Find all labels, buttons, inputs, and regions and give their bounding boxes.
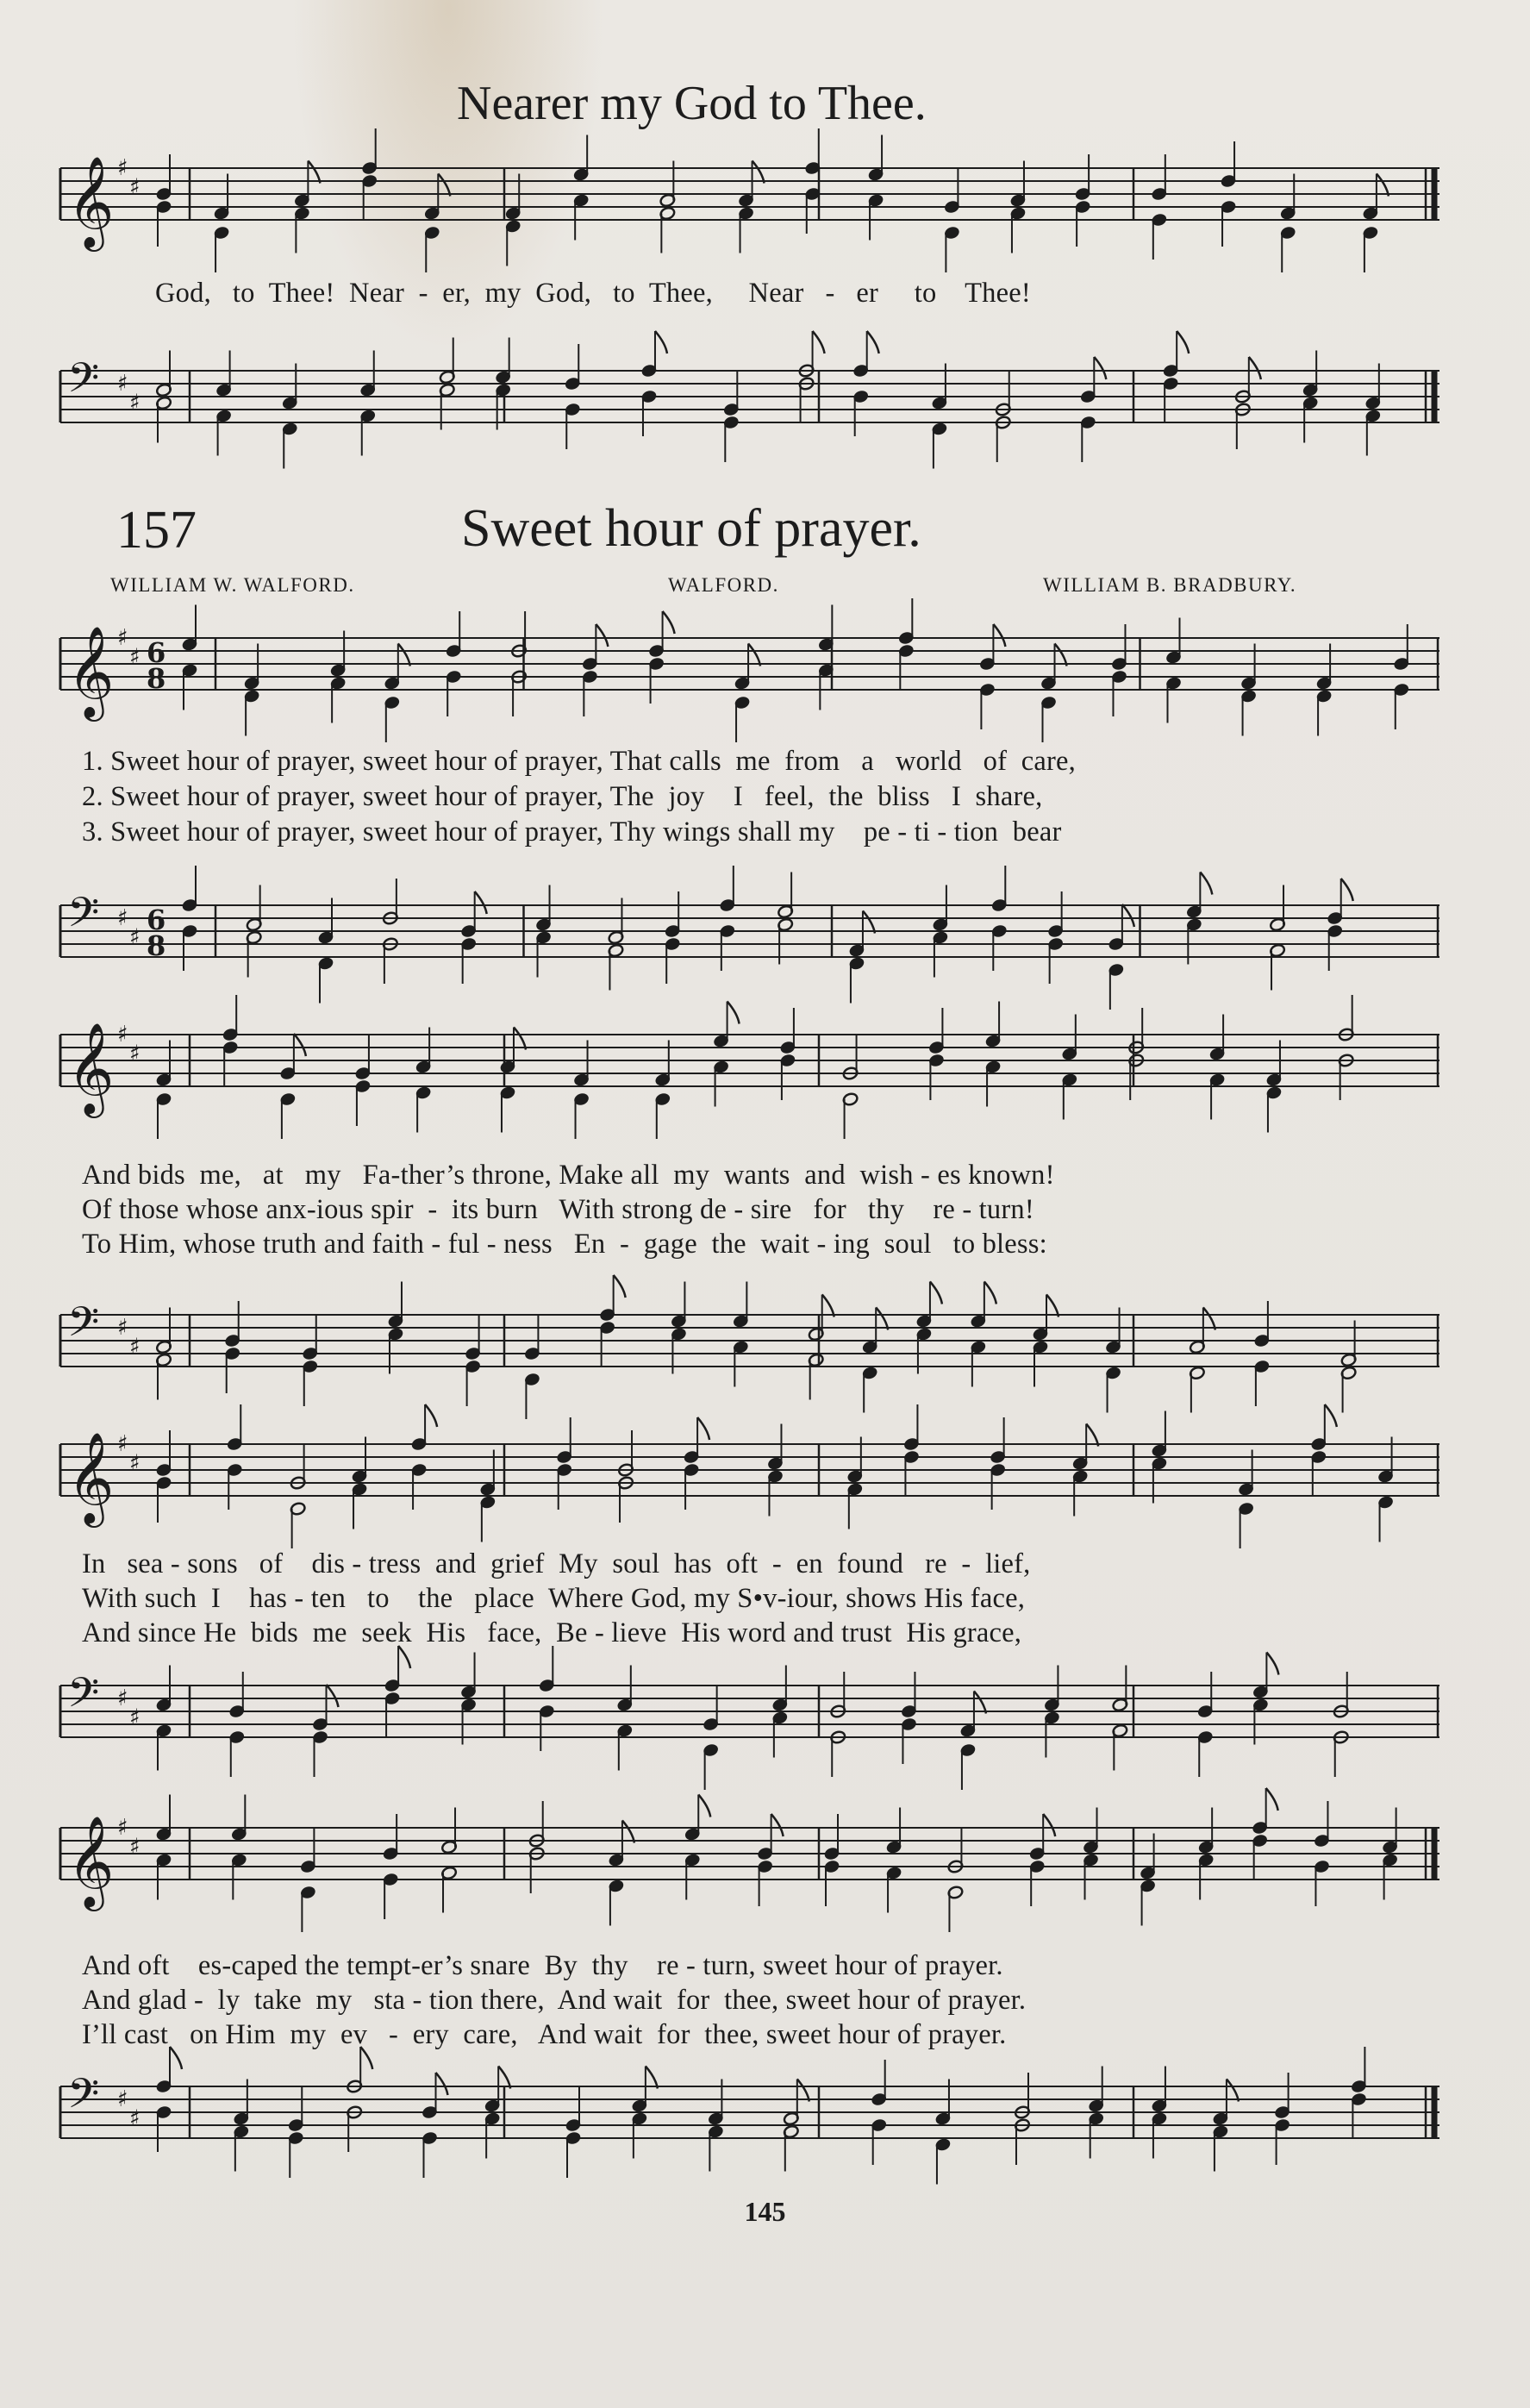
page-number: 145 [744, 2196, 786, 2227]
time-signature-bottom: 8 [147, 929, 166, 962]
treble-clef-icon: 𝄞 [67, 1815, 115, 1907]
sharp-icon: ♯ [117, 625, 128, 651]
treble-clef-icon: 𝄞 [67, 1431, 115, 1523]
sharp-icon: ♯ [117, 1315, 128, 1341]
sharp-icon: ♯ [117, 1815, 128, 1841]
sharp-icon: ♯ [117, 155, 128, 181]
sharp-icon: ♯ [117, 2086, 128, 2112]
treble-staff [60, 147, 1439, 267]
sharp-icon: ♯ [117, 371, 128, 397]
sharp-icon: ♯ [129, 2105, 141, 2132]
sharp-icon: ♯ [117, 1431, 128, 1457]
sharp-icon: ♯ [117, 905, 128, 931]
treble-staff [60, 1806, 1439, 1927]
lyric-line-verse-1: In sea - sons of dis - tress and grief My soul has oft - en found re - lief, [82, 1548, 1031, 1579]
lyric-line-verse-1: And oft es-caped the tempt-er’s snare By thy re - turn, sweet hour of prayer. [82, 1950, 1003, 1981]
lyric-line-verse-3: I’ll cast on Him my ev - ery care, And wait for thee, sweet hour of prayer. [82, 2019, 1007, 2050]
hymn-number: 157 [116, 501, 197, 560]
music-composer: WILLIAM B. BRADBURY. [1043, 574, 1297, 596]
sharp-icon: ♯ [129, 644, 141, 671]
bass-staff [60, 349, 1439, 470]
sharp-icon: ♯ [129, 390, 141, 416]
time-signature-top: 6 [147, 636, 166, 669]
time-signature-top: 6 [147, 904, 166, 936]
bass-staff [60, 2065, 1439, 2186]
bass-staff [60, 1664, 1439, 1785]
bass-staff [60, 1293, 1439, 1414]
lyric-line-verse-1: And bids me, at my Fa-ther’s throne, Make all my wants and wish - es known! [82, 1160, 1055, 1191]
lyric-line-verse-3: To Him, whose truth and faith - ful - ness En - gage the wait - ing soul to bless: [82, 1229, 1047, 1260]
lyric-line-verse-2: And glad - ly take my sta - tion there, And wait for thee, sweet hour of prayer. [82, 1985, 1027, 2016]
lyric-line: God, to Thee! Near - er, my God, to Thee, Near - er to Thee! [155, 278, 1031, 309]
hymn-title: Sweet hour of prayer. [461, 499, 921, 558]
sharp-icon: ♯ [129, 1834, 141, 1861]
sharp-icon: ♯ [129, 1041, 141, 1067]
words-author: WILLIAM W. WALFORD. [110, 574, 355, 596]
lyric-line-verse-1: 1. Sweet hour of prayer, sweet hour of prayer, That calls me from a world of care, [82, 746, 1077, 777]
sharp-icon: ♯ [117, 1686, 128, 1711]
treble-staff [60, 616, 1439, 737]
lyric-line-verse-3: 3. Sweet hour of prayer, sweet hour of prayer, Thy wings shall my pe - ti - tion bear [82, 816, 1062, 847]
sharp-icon: ♯ [129, 1450, 141, 1477]
bass-staff [60, 884, 1439, 1004]
treble-clef-icon: 𝄞 [67, 155, 115, 247]
bass-clef-icon: 𝄢 [67, 888, 100, 947]
bass-clef-icon: 𝄢 [67, 1298, 100, 1356]
tune-name: WALFORD. [668, 574, 779, 596]
sharp-icon: ♯ [129, 924, 141, 951]
bass-clef-icon: 𝄢 [67, 353, 100, 412]
lyric-line-verse-2: With such I has - ten to the place Where God, my S•v-iour, shows His face, [82, 1583, 1026, 1614]
treble-staff [60, 1013, 1439, 1134]
sharp-icon: ♯ [129, 174, 141, 201]
sharp-icon: ♯ [129, 1704, 141, 1731]
lyric-line-verse-2: 2. Sweet hour of prayer, sweet hour of prayer, The joy I feel, the bliss I share, [82, 781, 1043, 812]
bass-clef-icon: 𝄢 [67, 1668, 100, 1727]
time-signature-bottom: 8 [147, 662, 166, 695]
treble-clef-icon: 𝄞 [67, 1022, 115, 1114]
treble-staff [60, 1423, 1439, 1543]
lyric-line-verse-3: And since He bids me seek His face, Be - lieve His word and trust His grace, [82, 1617, 1022, 1648]
lyric-line-verse-2: Of those whose anx-ious spir - its burn With strong de - sire for thy re - turn! [82, 1194, 1034, 1225]
sharp-icon: ♯ [129, 1334, 141, 1360]
previous-hymn-title: Nearer my God to Thee. [457, 77, 927, 130]
bass-clef-icon: 𝄢 [67, 2069, 100, 2128]
sharp-icon: ♯ [117, 1022, 128, 1048]
treble-clef-icon: 𝄞 [67, 625, 115, 717]
